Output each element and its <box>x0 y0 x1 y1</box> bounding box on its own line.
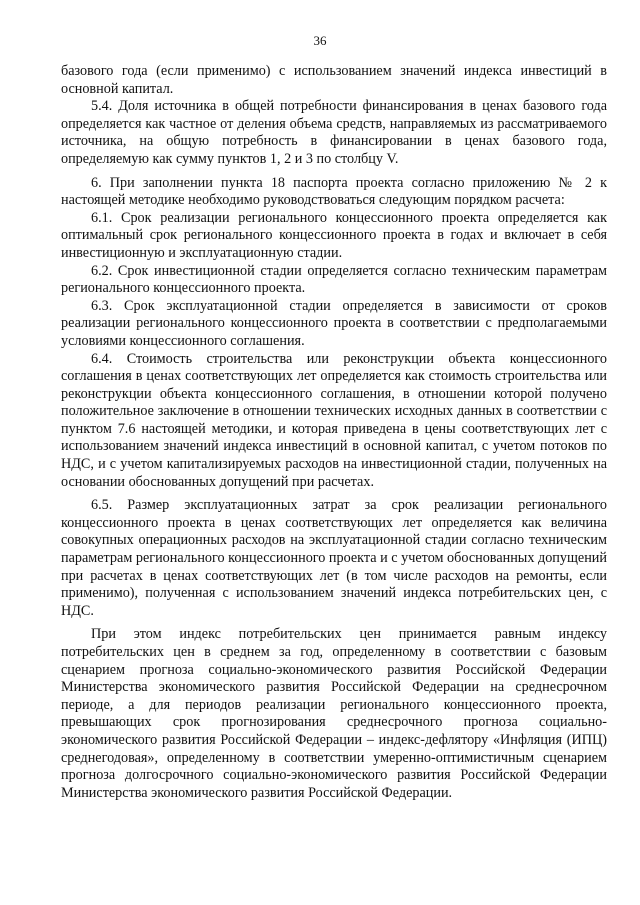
paragraph-cpi-note: При этом индекс потребительских цен принимается равным индексу потребительских цен в среднем за год, определенному в соответствии с базовым сценарием прогноза социально-экономического развития Российской Федерации Министерства экономического развития Российской Федерации на среднесрочном периоде, а для периодов реализации регионального концессионного проекта, превышающих срок прогнозирования среднесрочного прогноза социально-экономического развития Российской Федерации – индекс-дефлятору «Инфляция (ИПЦ) среднегодовая», определенному в соответствии умеренно-оптимистичным сценарием прогноза долгосрочного социально-экономического развития Российской Федерации Министерства экономического развития Российской Федерации. <box>61 626 607 801</box>
paragraph-6-5: 6.5. Размер эксплуатационных затрат за срок реализации регионального концессионного проекта в ценах соответствующих лет определяется как величина совокупных операционных расходов на эксплуатационной стадии согласно техническим параметрам регионального концессионного проекта и с учетом обоснованных допущений при расчетах в ценах соответствующих лет (в том числе расходов на ремонты, если применимо), полученная с использованием значений индекса потребительских цен, с НДС. <box>61 497 607 619</box>
paragraph-5-4: 5.4. Доля источника в общей потребности финансирования в ценах базового года определяется как частное от деления объема средств, направляемых из рассматриваемого источника, на общую потребность в финансировании в ценах базового года, определяемую как сумму пунктов 1, 2 и 3 по столбцу V. <box>61 98 607 167</box>
paragraph-continuation: базового года (если применимо) с использованием значений индекса инвестиций в основной капитал. <box>61 63 607 97</box>
paragraph-6-3: 6.3. Срок эксплуатационной стадии определяется в зависимости от сроков реализации регионального концессионного проекта в соответствии с предполагаемыми условиями концессионного соглашения. <box>61 297 607 349</box>
document-body <box>61 63 607 802</box>
paragraph-6-1: 6.1. Срок реализации регионального концессионного проекта определяется как оптимальный срок регионального концессионного проекта в годах и включает в себя инвестиционную и эксплуатационную стадии. <box>61 209 607 261</box>
page-number: 36 <box>313 33 327 48</box>
paragraph-6-2: 6.2. Срок инвестиционной стадии определяется согласно техническим параметрам регионального концессионного проекта. <box>61 262 607 297</box>
paragraph-6: 6. При заполнении пункта 18 паспорта проекта согласно приложению № 2 к настоящей методике необходимо руководствоваться следующим порядком расчета: <box>61 174 607 209</box>
paragraph-6-4: 6.4. Стоимость строительства или реконструкции объекта концессионного соглашения в ценах соответствующих лет определяется как стоимость строительства или реконструкции объекта концессионного соглашения, в отношении которой получено положительное заключение в отношении технических исходных данных в соответствии с пунктом 7.6 настоящей методики, и которая приведена в цены соответствующих лет с использованием значений индекса инвестиций в основной капитал, с учетом потоков по НДС, и с учетом капитализируемых расходов на инвестиционной стадии, полученных на основании обоснованных допущений при расчетах. <box>61 350 607 490</box>
